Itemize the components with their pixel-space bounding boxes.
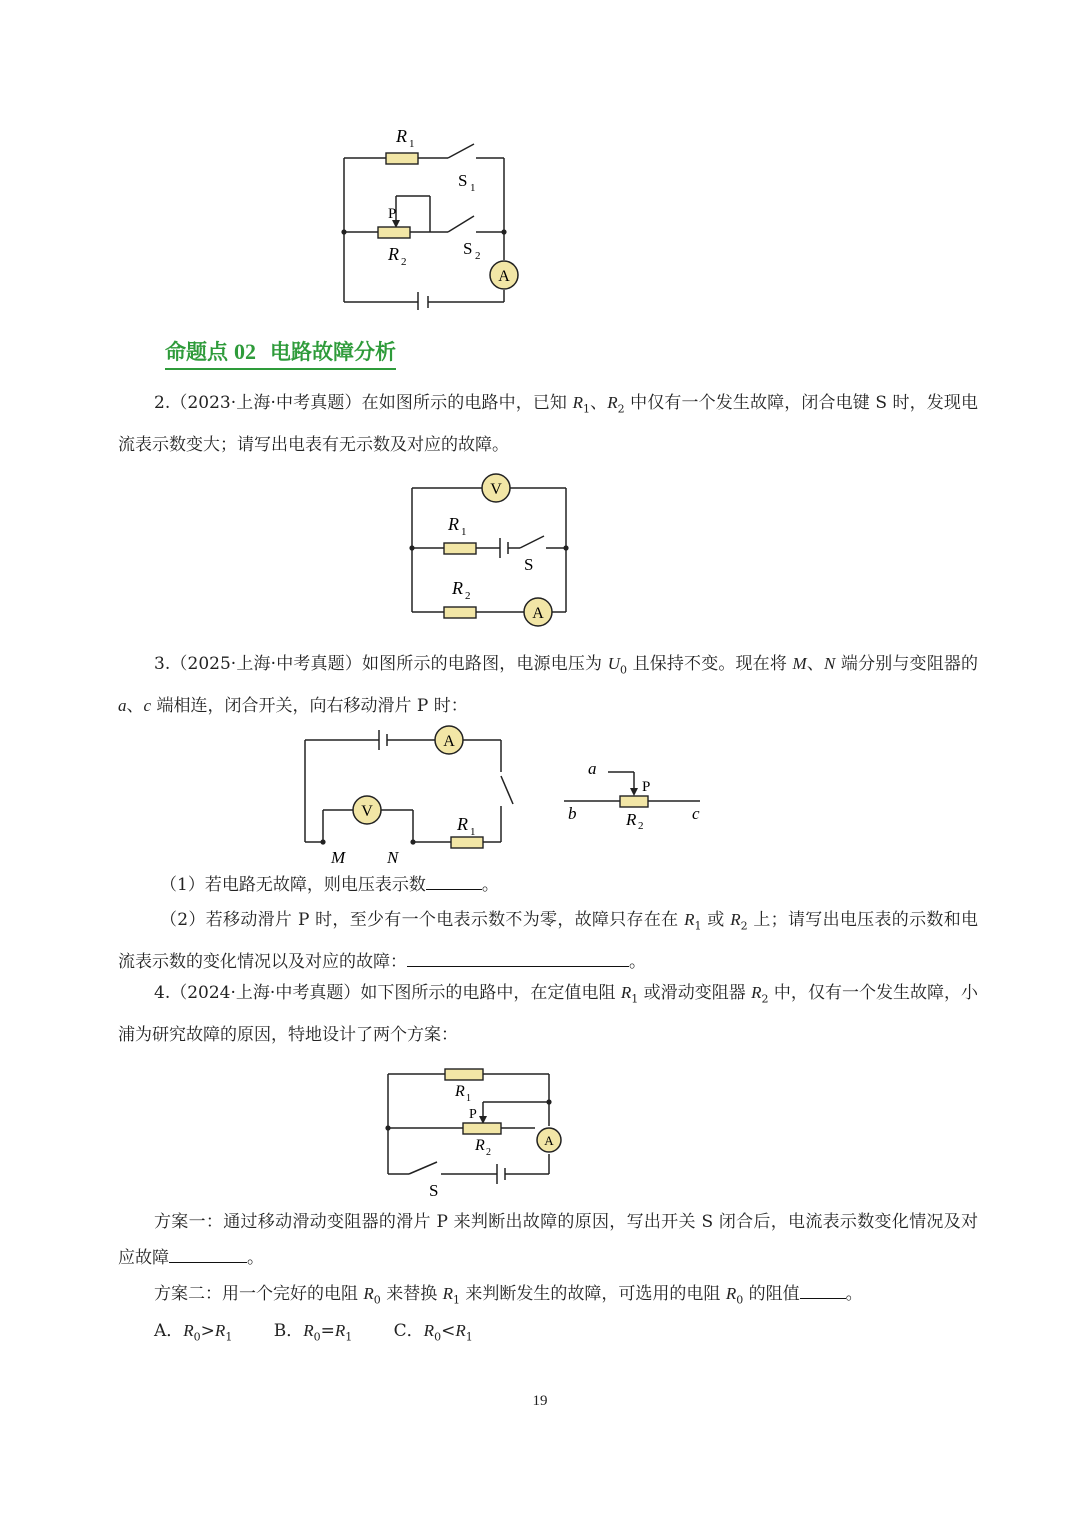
section-heading (165, 336, 396, 366)
option-b-r1-sub: 1 (345, 1330, 353, 1344)
label-r2: R (452, 578, 463, 598)
section-underline (165, 368, 396, 370)
q3-sub1-end: 。 (481, 875, 499, 895)
resistor-r1 (444, 543, 476, 554)
q2-tail: 中仅有一个发生故障，闭合电键 S 时，发现电流表示数变大；请写出电表有无示数及对应的故障。 (118, 393, 979, 456)
question-3 (118, 646, 978, 724)
q3-lead: 3.（2025·上海·中考真题）如图所示的电路图，电源电压为 (154, 654, 608, 674)
q3-mid1: 且保持不变。现在将 (627, 654, 793, 674)
option-b-letter: B． (273, 1321, 304, 1341)
q3-subquestion-2 (118, 902, 978, 980)
option-c-r1-sub: 1 (465, 1330, 473, 1344)
q4-r0-sub: 0 (373, 1293, 381, 1307)
q3-u0-sub: 0 (620, 663, 628, 677)
q3-c: c (143, 696, 152, 716)
q4-plan2-r1: R (442, 1284, 453, 1303)
q4-lead: 4.（2024·上海·中考真题）如下图所示的电路中，在定值电阻 (154, 983, 621, 1003)
q3-a: a (118, 696, 127, 716)
label-r1: R (457, 814, 468, 834)
label-s2-sub: 2 (475, 250, 481, 262)
option-a-r1-sub: 1 (225, 1330, 233, 1344)
section-number: 02 (234, 339, 256, 364)
option-c-letter: C． (393, 1321, 424, 1341)
label-r2: R (475, 1137, 485, 1154)
label-s: S (524, 555, 534, 574)
option-b-rel: = (320, 1321, 335, 1341)
circuit-diagram-3 (295, 722, 525, 870)
resistor-r2 (444, 607, 476, 618)
q4-r2-sub: 2 (761, 992, 769, 1006)
q3-subquestion-1 (118, 867, 978, 903)
q2-lead: 2.（2023·上海·中考真题）在如图所示的电路中，已知 (154, 393, 573, 413)
label-r2-sub: 2 (465, 590, 471, 602)
option-a-r0-sub: 0 (193, 1330, 201, 1344)
option-a-r0: R (183, 1321, 194, 1340)
section-prefix: 命题点 (165, 340, 228, 364)
q3-mid2: 、 (806, 654, 825, 674)
option-c-r0: R (423, 1321, 435, 1340)
q4-plan2-tail: 的阻值 (743, 1284, 800, 1304)
ammeter-label: A (443, 733, 455, 750)
q3-sub2-r1: R (684, 910, 695, 929)
q4-plan2-mid2: 来判断发生的故障，可选用的电阻 (460, 1284, 726, 1304)
ammeter-label: A (544, 1133, 554, 1148)
q2-r2-sub: 2 (617, 402, 625, 416)
answer-blank[interactable] (426, 872, 482, 890)
q2-r1: R (572, 393, 583, 412)
q3-sub2-end: 。 (629, 952, 646, 973)
label-r1: R (448, 514, 459, 534)
label-s1-sub: 1 (470, 182, 476, 194)
option-a[interactable] (118, 1321, 233, 1344)
q4-r2: R (751, 983, 762, 1002)
q3-mid4: 、 (126, 696, 144, 717)
voltmeter-label: V (361, 803, 373, 820)
answer-blank[interactable] (407, 949, 629, 967)
resistor-r1 (386, 153, 418, 164)
option-b-r0-sub: 0 (313, 1330, 321, 1344)
q3-sub2-lead: （2）若移动滑片 P 时，至少有一个电表示数不为零，故障只存在在 (160, 910, 685, 930)
label-s2: S (463, 239, 473, 258)
label-r1-sub: 1 (409, 138, 415, 150)
q4-plan2-r0: R (725, 1284, 737, 1303)
switch-s2-blade (448, 216, 474, 232)
q2-r2: R (607, 393, 618, 412)
label-r2: R (626, 810, 637, 829)
q3-mid3: 端分别与变阻器的 (835, 654, 979, 674)
answer-blank[interactable] (169, 1245, 247, 1263)
option-a-rel: > (200, 1321, 215, 1341)
label-s1: S (458, 171, 468, 190)
label-r1-sub: 1 (470, 826, 476, 838)
option-a-r1: R (214, 1321, 226, 1340)
label-r1-sub: 1 (466, 1093, 471, 1104)
label-a: a (588, 759, 597, 778)
circuit-diagram-4 (375, 1060, 575, 1200)
q4-plan2-end: 。 (845, 1284, 863, 1304)
resistor-r1 (451, 837, 483, 848)
ammeter-label: A (532, 605, 544, 622)
q3-sub2-r2: R (730, 910, 741, 929)
q3-sub1-text: （1）若电路无故障，则电压表示数 (160, 875, 426, 895)
label-p: P (642, 779, 651, 795)
option-c[interactable] (358, 1321, 473, 1344)
label-b: b (568, 804, 577, 823)
slide-rheostat-r2 (620, 796, 648, 807)
option-a-letter: A． (154, 1321, 184, 1341)
resistor-r2 (378, 227, 410, 238)
page-number: 19 (532, 1393, 548, 1409)
ammeter-label: A (498, 268, 510, 285)
label-m: M (331, 848, 346, 867)
q4-plan2-r1-sub: 1 (453, 1293, 460, 1307)
circuit-diagram-2 (400, 470, 580, 630)
option-b-r1: R (334, 1321, 346, 1340)
resistor-r1 (445, 1069, 483, 1080)
q2-r1-sub: 1 (582, 402, 590, 416)
label-r1-sub: 1 (461, 526, 467, 538)
label-c: c (692, 804, 700, 823)
q4-plan-1 (118, 1204, 978, 1276)
option-b[interactable] (238, 1321, 353, 1344)
option-b-r0: R (303, 1321, 314, 1340)
option-c-r0-sub: 0 (434, 1330, 442, 1344)
label-r2-sub: 2 (638, 820, 644, 832)
resistor-r2 (463, 1123, 501, 1134)
q4-r1: R (620, 983, 632, 1002)
q3-sub2-r1-sub: 1 (694, 919, 702, 933)
switch-s1-blade (448, 144, 474, 158)
q2-mid: 、 (589, 393, 608, 413)
q4-plan1-text: 方案一：通过移动滑动变阻器的滑片 P 来判断出故障的原因，写出开关 S 闭合后，电流表示数变化情况及对应故障 (118, 1212, 978, 1268)
label-r1: R (396, 126, 407, 146)
section-title: 电路故障分析 (270, 340, 396, 364)
circuit-diagram-1 (330, 120, 530, 310)
question-4 (118, 975, 978, 1053)
label-p: P (388, 206, 397, 222)
q3-u0: U (607, 654, 621, 673)
label-n: N (387, 848, 399, 867)
q3-tail: 端相连，闭合开关，向右移动滑片 P 时： (151, 696, 468, 717)
rheostat-diagram (560, 755, 720, 835)
question-2 (118, 385, 978, 463)
q3-sub2-tail: 上；请写出电压表的示数和电流表示数的变化情况以及对应的故障： (118, 910, 978, 973)
label-r2: R (388, 244, 399, 264)
label-r1: R (455, 1083, 465, 1100)
q4-r1-sub: 1 (631, 992, 639, 1006)
q4-r0: R (363, 1284, 374, 1303)
label-r2-sub: 2 (401, 256, 407, 268)
q4-plan1-end: 。 (247, 1248, 264, 1268)
q4-plan2-r0-sub: 0 (736, 1293, 744, 1307)
voltmeter-label: V (490, 481, 502, 498)
q4-plan2-lead: 方案二：用一个完好的电阻 (154, 1284, 364, 1304)
q4-mid: 或滑动变阻器 (638, 983, 752, 1003)
label-r2-sub: 2 (486, 1147, 491, 1158)
q3-sub2-r2-sub: 2 (740, 919, 748, 933)
q4-plan2-mid1: 来替换 (380, 1284, 443, 1304)
option-c-rel: < (441, 1321, 456, 1341)
q4-options (118, 1313, 978, 1355)
q4-tail: 中，仅有一个发生故障，小浦为研究故障的原因，特地设计了两个方案： (118, 983, 978, 1046)
option-c-r1: R (455, 1321, 466, 1340)
q3-m: M (792, 654, 807, 673)
q3-n: N (824, 654, 836, 673)
q3-sub2-mid: 或 (701, 910, 731, 930)
label-p: P (469, 1107, 477, 1122)
answer-blank[interactable] (800, 1281, 846, 1299)
label-s: S (429, 1181, 439, 1200)
